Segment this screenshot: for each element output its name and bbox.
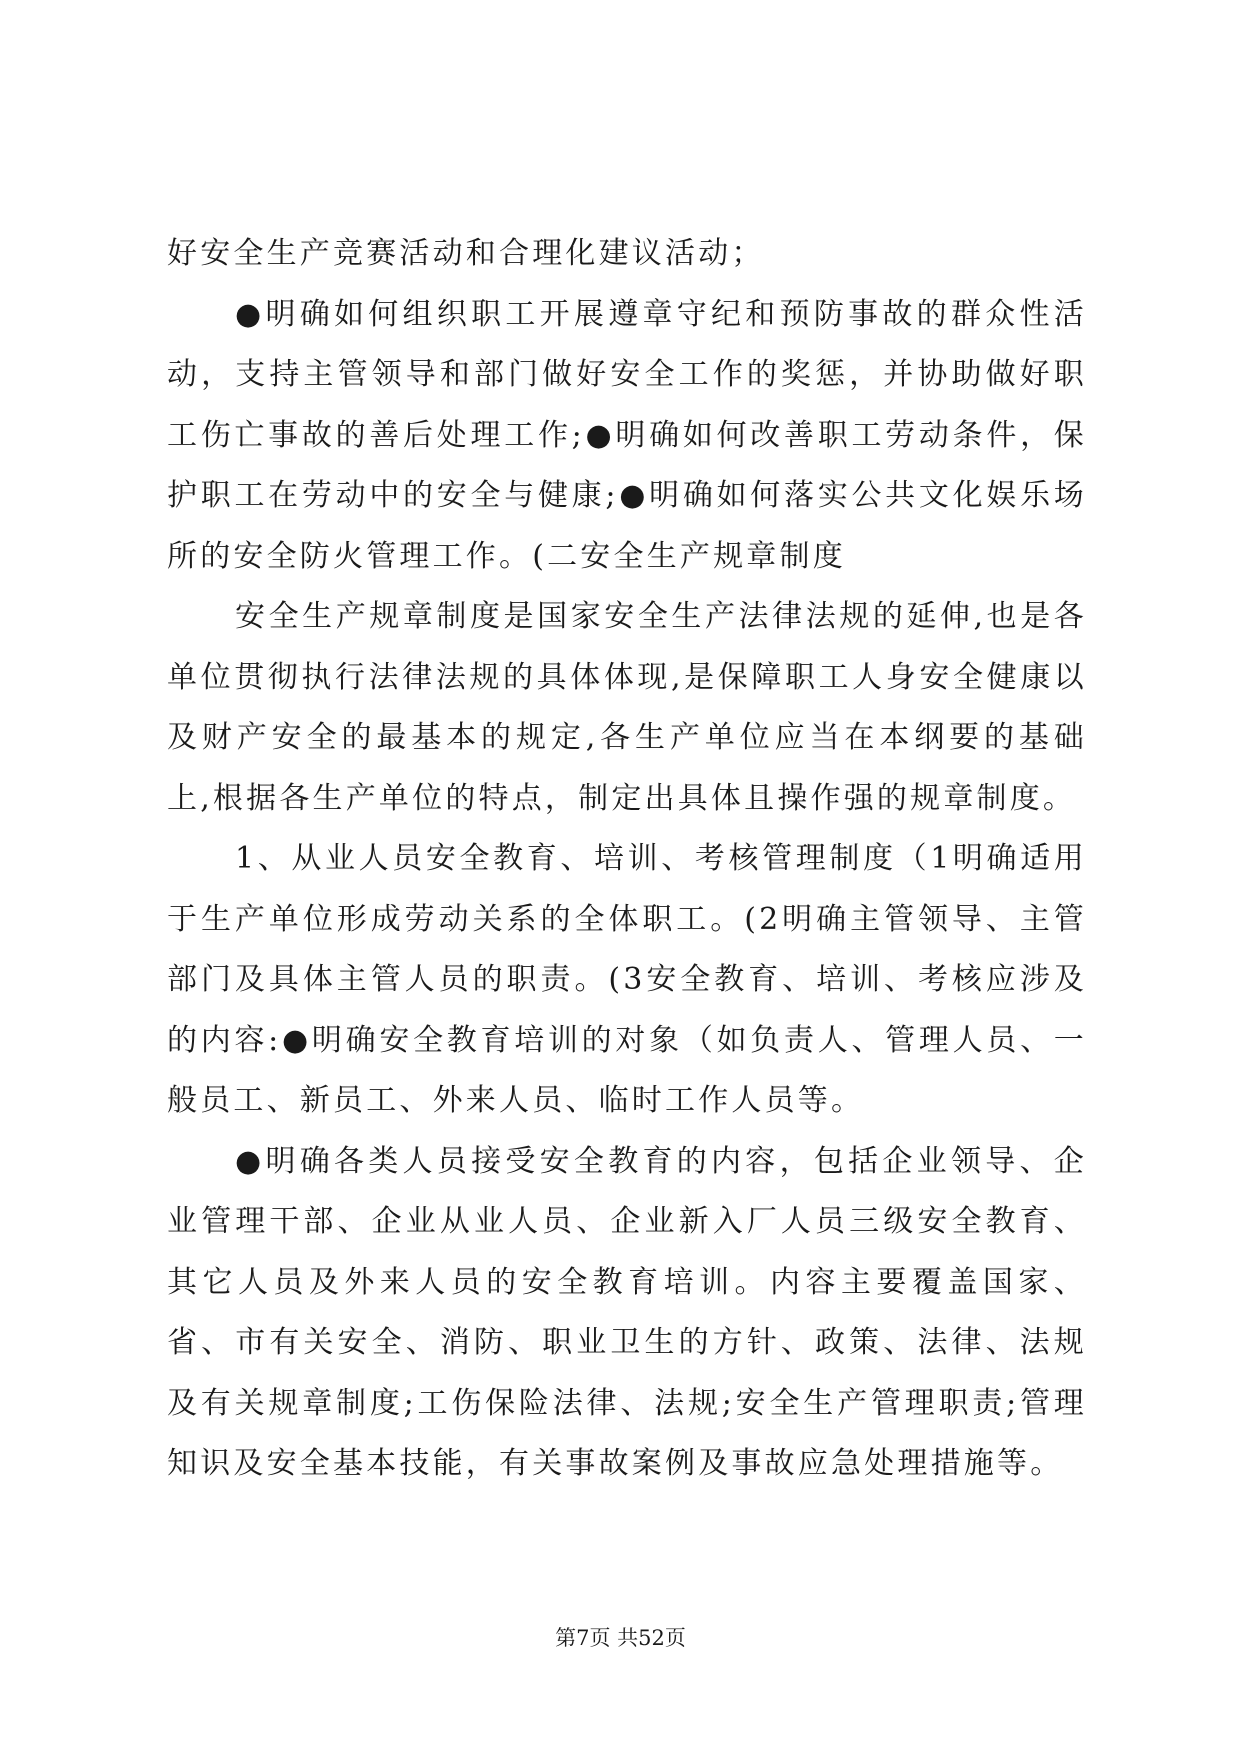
document-body (167, 224, 1087, 1495)
paragraph-2: ●明确如何组织职工开展遵章守纪和预防事故的群众性活动，支持主管领导和部门做好安全工作的奖惩，并协助做好职工伤亡事故的善后处理工作;●明确如何改善职工劳动条件，保护职工在劳动中的安全与健康;●明确如何落实公共文化娱乐场所的安全防火管理工作。(二安全生产规章制度 (167, 296, 1087, 574)
paragraph-1: 好安全生产竞赛活动和合理化建议活动； (167, 236, 765, 271)
paragraph-3: 安全生产规章制度是国家安全生产法律法规的延伸,也是各单位贯彻执行法律法规的具体体现,是保障职工人身安全健康以及财产安全的最基本的规定,各生产单位应当在本纲要的基础上,根据各生产单位的特点，制定出具体且操作强的规章制度。 (167, 599, 1087, 816)
paragraph-5: ●明确各类人员接受安全教育的内容，包括企业领导、企业管理干部、企业从业人员、企业新入厂人员三级安全教育、其它人员及外来人员的安全教育培训。内容主要覆盖国家、省、市有关安全、消防、职业卫生的方针、政策、法律、法规及有关规章制度;工伤保险法律、法规;安全生产管理职责;管理知识及安全基本技能，有关事故案例及事故应急处理措施等。 (167, 1143, 1087, 1481)
page-number-footer: 第7页 共52页 (555, 1626, 686, 1650)
paragraph-4: 1、从业人员安全教育、培训、考核管理制度（1明确适用于生产单位形成劳动关系的全体职工。(2明确主管领导、主管部门及具体主管人员的职责。(3安全教育、培训、考核应涉及的内容:●明确安全教育培训的对象（如负责人、管理人员、一般员工、新员工、外来人员、临时工作人员等。 (167, 841, 1087, 1118)
